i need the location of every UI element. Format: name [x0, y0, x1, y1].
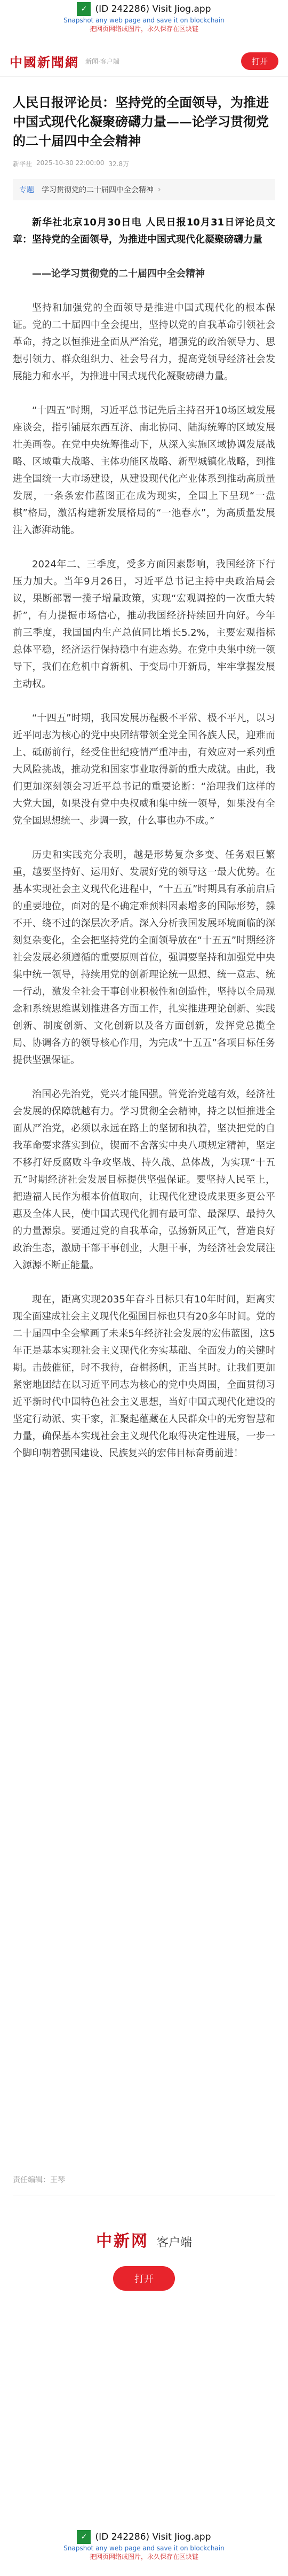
- qr-icon: ✓: [77, 2, 91, 16]
- article-body: [13, 214, 275, 1462]
- paragraph: “十四五”时期，习近平总书记先后主持召开10场区域发展座谈会，指引铺展东西互济、南北协同、陆海统筹的区域发展壮美画卷。在党中央统筹推动下，从深入实施区域协调发展战略、区域重大战略、主体功能区战略、新型城镇化战略，到推进全国统一大市场建设，从建设现代化产业体系到推动高质量发展，一条条宏伟蓝图正在成为现实，全国上下呈现“一盘棋”格局，激活构建新发展格局的“一池春水”，为高质量发展注入澎湃动能。: [13, 405, 275, 536]
- article-datetime: 2025-10-30 22:00:00: [36, 159, 105, 167]
- paragraph: 现在，距离实现2035年奋斗目标只有10年时间，距离实现全面建成社会主义现代化强国目标也只有20多年时间。党的二十届四中全会擘画了未来5年经济社会发展的宏伟蓝图，这5年正是基本实现社会主义现代化夯实基础、全面发力的关键时期。击鼓催征，时不我待，奋楫扬帆，正当其时。让我们更加紧密地团结在以习近平同志为核心的党中央周围，全面贯彻习近平新时代中国特色社会主义思想，当好中国式现代化建设的坚定行动派、实干家，汇聚起蕴藏在人民群众中的无穷智慧和力量，确保基本实现社会主义现代化取得决定性进展，一步一个脚印朝着强国建设、民族复兴的宏伟目标奋勇前进！: [13, 1294, 275, 1459]
- chevron-right-icon: ›: [158, 185, 161, 194]
- article-meta: [13, 159, 275, 168]
- site-logo[interactable]: 中國新聞網: [10, 54, 79, 70]
- watermark-banner-bottom: [0, 2530, 288, 2576]
- site-logo-sub: 新闻·客户端: [85, 58, 119, 65]
- watermark-line-en: Snapshot any web page and save it on blockchain: [63, 2544, 225, 2552]
- article-source: 新华社: [13, 160, 33, 168]
- paragraph-lead: [13, 214, 275, 248]
- paragraph: “十四五”时期，我国发展历程极不平常、极不平凡，以习近平同志为核心的党中央团结带领全党全国各族人民，迎难而上、砥砺前行，经受住世纪疫情严重冲击，有效应对一系列重大风险挑战，推动党和国家事业取得新的重大成就。由此，我们更加深刻领会习近平总书记的重要论断：“治理我们这样的大党大国，如果没有党中央权威和集中统一领导，如果没有全党全国思想统一、步调一致，什么事也办不成。”: [13, 713, 275, 826]
- paragraph-subtitle: ——论学习贯彻党的二十届四中全会精神: [32, 268, 205, 279]
- topic-tag: 专题: [19, 186, 34, 194]
- open-app-button[interactable]: 打开: [241, 52, 278, 70]
- paragraph-lead-text: 新华社北京10月30日电 人民日报10月31日评论员文章：坚持党的全面领导，为推进中国式现代化凝聚磅礴力量: [13, 217, 275, 245]
- paragraph: 2024年二、三季度，受多方面因素影响，我国经济下行压力加大。当年9月26日，习近平总书记主持中央政治局会议，果断部署一揽子增量政策，实现“宏观调控的一次重大转折”，有力提振市场信心，推动我国经济持续回升向好。今年前三季度，我国国内生产总值同比增长5.2%，主要宏观指标总体平稳，经济运行保持稳中有进态势。在党中央集中统一领导下，我们在危机中育新机、于变局中开新局，牢牢掌握发展主动权。: [13, 559, 275, 690]
- article-views: 32.8万: [108, 160, 130, 168]
- watermark-line-en: Snapshot any web page and save it on blockchain: [63, 17, 225, 24]
- paragraph: 治国必先治党，党兴才能国强。管党治党越有效，经济社会发展的保障就越有力。学习贯彻全会精神，持之以恒推进全面从严治党，必须以永远在路上的坚韧和执着，坚决把党的自我革命要求落实到位，锲而不舍落实中央八项规定精神，坚定不移打好反腐败斗争攻坚战、持久战、总体战，为实现“十五五”时期经济社会发展目标提供坚强保证。要坚持人民至上，把造福人民作为根本价值取向，让现代化建设成果更多更公平惠及全体人民，使中国式现代化拥有最可靠、最深厚、最持久的力量源泉。要通过党的自我革命，弘扬新风正气，营造良好政治生态，激励干部干事创业，大胆干事，为经济社会发展注入源源不断正能量。: [13, 1089, 275, 1271]
- editor-credit: 责任编辑：王琴: [13, 2176, 65, 2184]
- client-promo: [0, 2228, 288, 2291]
- topic-name: 学习贯彻党的二十届四中全会精神: [42, 186, 154, 194]
- watermark-banner-top: [0, 0, 288, 46]
- paragraph: 坚持和加强党的全面领导是推进中国式现代化的根本保证。党的二十届四中全会提出，坚持以党的自我革命引领社会革命，持之以恒推进全面从严治党，增强党的政治领导力、思想引领力、群众组织力、社会号召力，提高党领导经济社会发展能力和水平，为推进中国式现代化凝聚磅礴力量。: [13, 302, 275, 382]
- client-open-button[interactable]: 打开: [113, 2266, 175, 2291]
- site-header: [0, 46, 288, 77]
- watermark-id: (ID 242286) Visit Jiog.app: [95, 4, 211, 14]
- watermark-id-row: [77, 2, 211, 16]
- client-logo: 中新网: [95, 2232, 149, 2251]
- watermark-id-row: [77, 2530, 211, 2544]
- qr-icon: ✓: [77, 2530, 91, 2544]
- watermark-line-cn: 把网页网络成图片，永久保存在区块链: [89, 2553, 198, 2561]
- article-title: 人民日报评论员：坚持党的全面领导，为推进中国式现代化凝聚磅礴力量——论学习贯彻党的二十届四中全会精神: [13, 95, 269, 149]
- watermark-line-cn: 把网页网络成图片，永久保存在区块链: [89, 25, 198, 33]
- paragraph: 历史和实践充分表明，越是形势复杂多变、任务艰巨繁重，越要坚持好、运用好、发展好党的领导这一最大优势。在基本实现社会主义现代化进程中，“十五五”时期具有承前启后的重要地位，面对的是不确定难预料因素增多的国际形势，躲不开、绕不过的深层次矛盾。深入分析我国发展环境面临的深刻复杂变化，全会把坚持党的全面领导放在“十五五”时期经济社会发展必须遵循的重要原则首位，强调要坚持和加强党中央集中统一领导，持续用党的创新理论统一思想、统一意志、统一行动，激发全社会干事创业积极性和创造性，坚持以全局观念和系统思维谋划推进各方面工作，扎实推进理论创新、实践创新、制度创新、文化创新以及各方面创新，发挥党总揽全局、协调各方的领导核心作用，为完成“十五五”各项目标任务提供坚强保证。: [13, 849, 275, 1066]
- watermark-id: (ID 242286) Visit Jiog.app: [95, 2532, 211, 2542]
- client-label: 客户端: [157, 2236, 193, 2250]
- article: [13, 93, 275, 1479]
- topic-bar[interactable]: [13, 179, 275, 200]
